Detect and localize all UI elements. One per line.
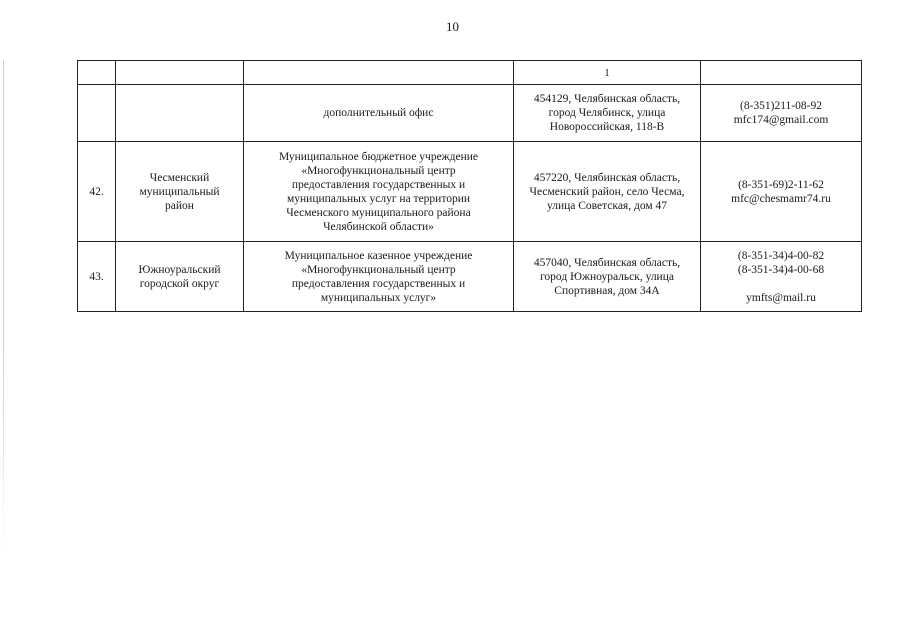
organization-line: Муниципальное казенное учреждение [284, 249, 473, 262]
organization-line: «Многофункциональный центр [301, 164, 456, 177]
phone-text: (8-351-34)4-00-82 [737, 249, 825, 262]
row-number: 43. [78, 242, 116, 312]
address-cell [514, 142, 701, 242]
organization-cell [244, 85, 514, 142]
address-line: Чесменский район, село Чесма, [529, 185, 685, 198]
phone-text: (8-351)211-08-92 [740, 100, 822, 112]
address-line: улица Советская, дом 47 [546, 199, 668, 212]
row-number: 42. [78, 142, 116, 242]
scan-margin-line [3, 60, 4, 550]
mark-cell-municipality [116, 61, 244, 85]
mark-cell-contacts [701, 61, 862, 85]
address-line: 454129, Челябинская область, [533, 93, 681, 105]
table-row [78, 85, 862, 142]
email-text: mfc174@gmail.com [733, 114, 829, 126]
email-text: mfc@chesmamr74.ru [731, 192, 831, 205]
organization-line: муниципальных услуг на территории [286, 192, 471, 205]
address-line: город Южноуральск, улица [540, 270, 674, 283]
email-text: ymfts@mail.ru [746, 291, 816, 304]
contacts-spacer [704, 277, 858, 291]
mfc-table [77, 60, 862, 312]
organization-line: дополнительный офис [323, 107, 434, 119]
table-row [78, 142, 862, 242]
municipality-line: район [165, 199, 194, 212]
mark-cell-address: 1 [514, 61, 701, 85]
municipality-cell [116, 242, 244, 312]
address-line: город Челябинск, улица [548, 107, 666, 119]
address-line: Новороссийская, 118-В [549, 121, 665, 133]
address-cell [514, 242, 701, 312]
phone-text: (8-351-34)4-00-68 [737, 263, 825, 276]
contacts-cell [701, 142, 862, 242]
address-cell [514, 85, 701, 142]
organization-line: Муниципальное бюджетное учреждение [278, 150, 479, 163]
organization-line: предоставления государственных и [291, 178, 466, 191]
municipality-cell [116, 85, 244, 142]
organization-line: предоставления государственных и [291, 277, 466, 290]
organization-line: муниципальных услуг» [320, 291, 437, 304]
contacts-cell [701, 242, 862, 312]
table-row [78, 242, 862, 312]
address-line: 457040, Челябинская область, [533, 256, 681, 269]
municipality-line: Чесменский [149, 171, 210, 184]
phone-text: (8-351-69)2-11-62 [738, 178, 824, 191]
organization-line: Чесменского муниципального района [286, 206, 471, 219]
municipality-line: городской округ [139, 277, 220, 290]
row-number [78, 85, 116, 142]
address-line: 457220, Челябинская область, [533, 171, 681, 184]
address-line: Спортивная, дом 34А [554, 284, 660, 297]
organization-cell [244, 142, 514, 242]
page-number: 10 [446, 19, 459, 34]
organization-line: Челябинской области» [323, 220, 434, 233]
municipality-cell [116, 142, 244, 242]
organization-cell [244, 242, 514, 312]
mark-cell-organization [244, 61, 514, 85]
contacts-cell [701, 85, 862, 142]
municipality-line: Южноуральский [138, 263, 221, 276]
mark-cell-number [78, 61, 116, 85]
table-mark-row [78, 61, 862, 85]
municipality-line: муниципальный [139, 185, 220, 198]
organization-line: «Многофункциональный центр [301, 263, 456, 276]
